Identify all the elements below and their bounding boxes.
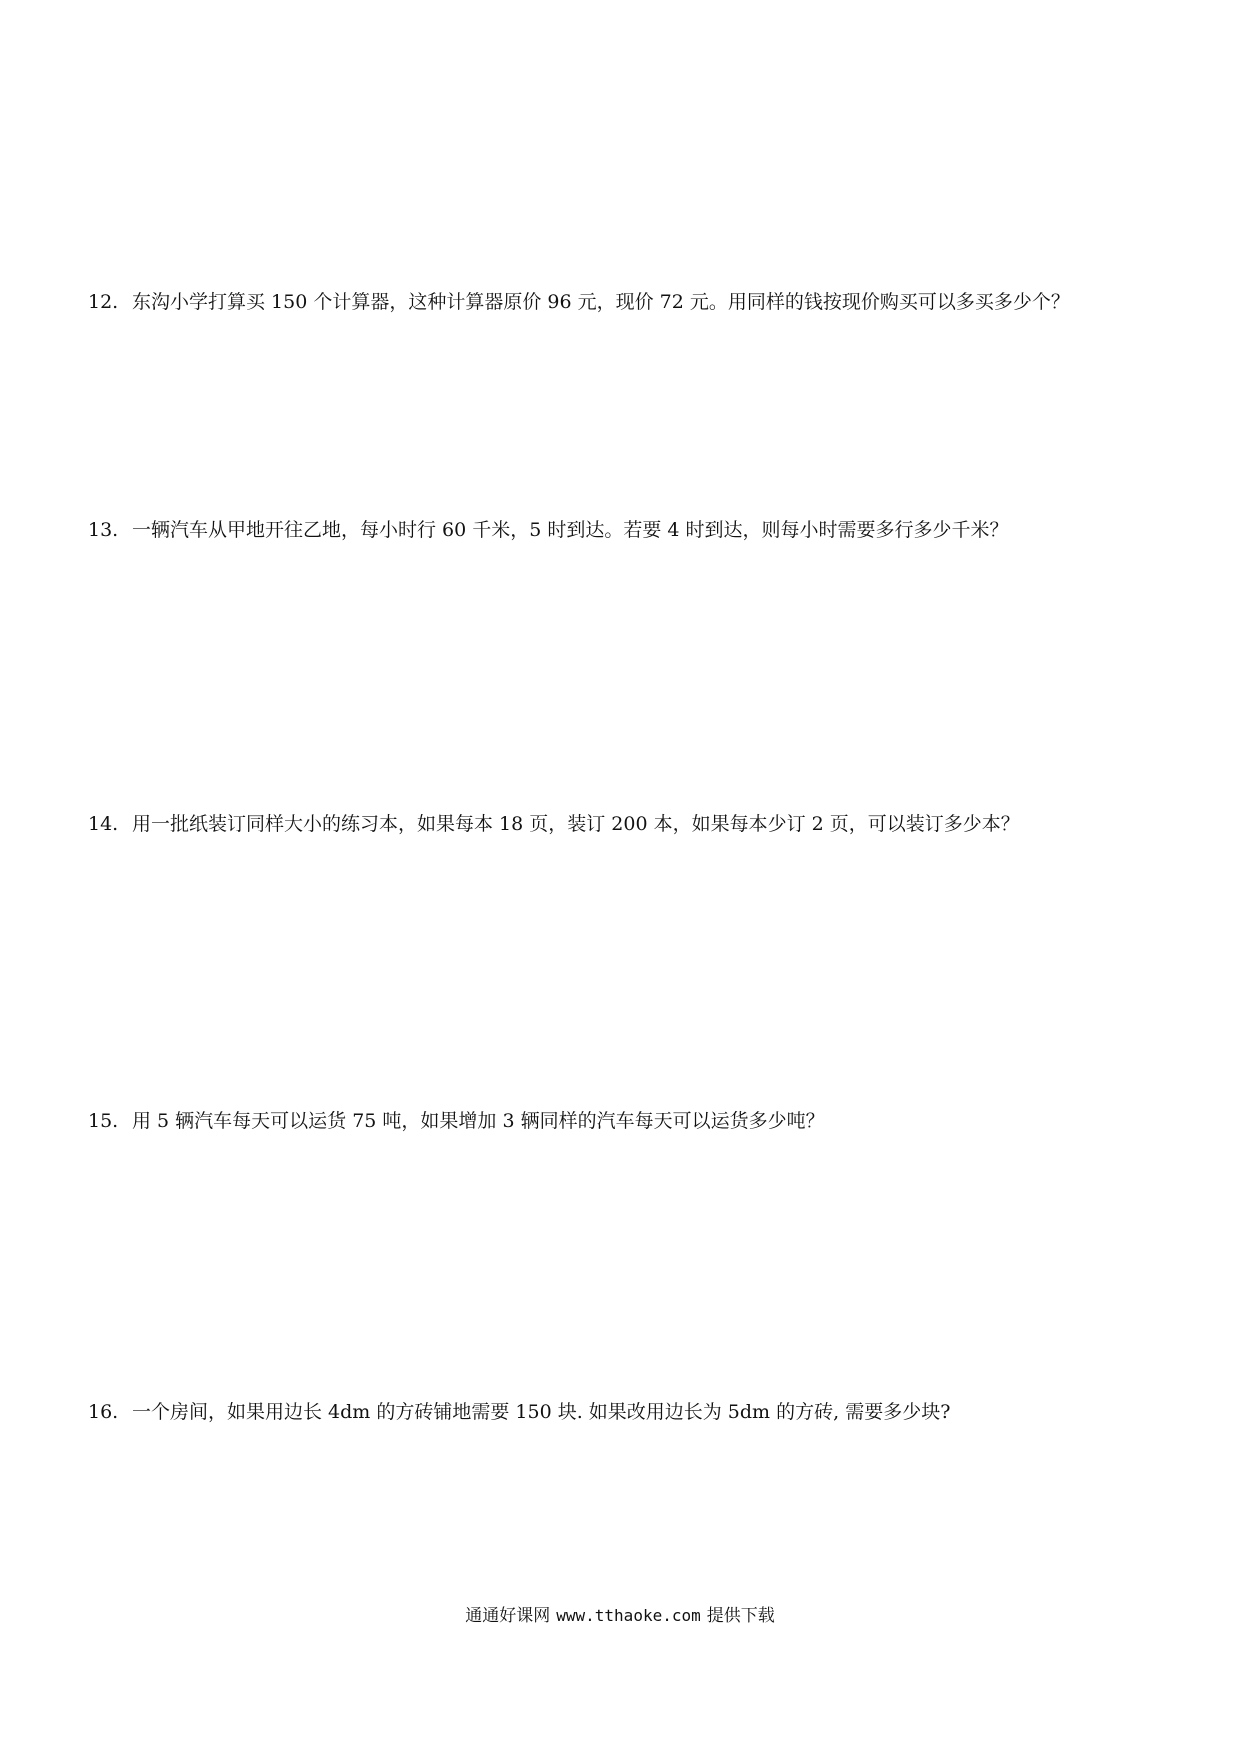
question-13 bbox=[88, 516, 1168, 544]
question-number: 15. bbox=[88, 1110, 119, 1132]
question-14 bbox=[88, 810, 1168, 838]
page-footer bbox=[0, 1604, 1240, 1628]
footer-url-link[interactable]: www.tthaoke.com bbox=[556, 1606, 701, 1625]
question-text: 用 5 辆汽车每天可以运货 75 吨，如果增加 3 辆同样的汽车每天可以运货多少吨？ bbox=[132, 1110, 825, 1132]
question-text: 用一批纸装订同样大小的练习本，如果每本 18 页，装订 200 本，如果每本少订 2 页，可以装订多少本？ bbox=[132, 813, 1020, 835]
question-number: 14. bbox=[88, 813, 119, 835]
question-text: 一辆汽车从甲地开往乙地，每小时行 60 千米，5 时到达。若要 4 时到达，则每小时需要多行多少千米？ bbox=[132, 519, 1009, 541]
footer-suffix: 提供下载 bbox=[706, 1606, 775, 1626]
question-16 bbox=[88, 1398, 1168, 1426]
question-text: 一个房间，如果用边长 4dm 的方砖铺地需要 150 块. 如果改用边长为 5dm 的方砖, 需要多少块? bbox=[132, 1401, 951, 1423]
question-number: 13. bbox=[88, 519, 119, 541]
question-number: 16. bbox=[88, 1401, 119, 1423]
question-text: 东沟小学打算买 150 个计算器，这种计算器原价 96 元，现价 72 元。用同样的钱按现价购买可以多买多少个？ bbox=[132, 291, 1070, 313]
footer-site-name: 通通好课网 bbox=[465, 1606, 551, 1626]
question-15 bbox=[88, 1107, 1168, 1135]
question-12 bbox=[88, 288, 1168, 316]
question-number: 12. bbox=[88, 291, 119, 313]
